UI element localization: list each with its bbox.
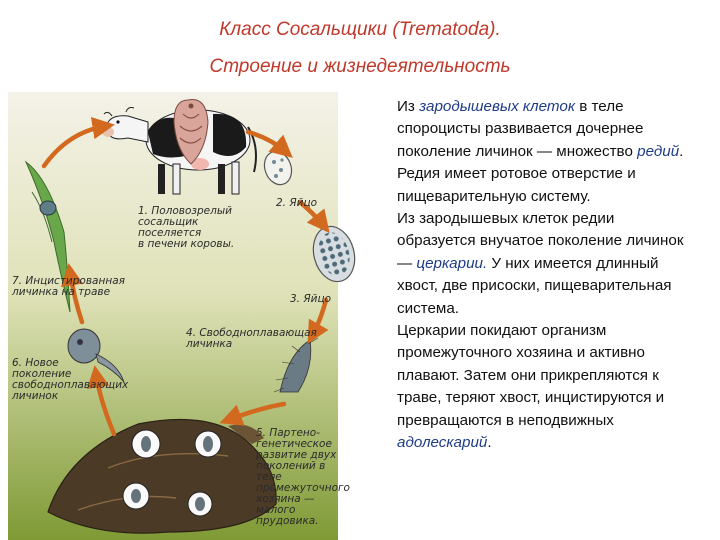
label-stage-1-line: поселяется [138, 227, 202, 239]
paragraph-1 [397, 96, 697, 208]
text-fragment: Из [397, 98, 420, 115]
text-fragment: в теле спороцисты развивается дочернее поколение личинок — множество [397, 98, 644, 160]
term-redia: редий [637, 142, 680, 160]
label-stage-4 [186, 328, 317, 350]
label-stage-5-line: развитие двух [256, 449, 337, 461]
label-stage-5-line: промежуточного [256, 482, 350, 494]
life-cycle-diagram [8, 92, 350, 540]
label-stage-5-line: 5. Партено- [256, 427, 321, 439]
label-stage-3 [290, 294, 331, 305]
label-stage-2-line: 2. Яйцо [276, 197, 318, 209]
label-stage-6-line: свободноплавающих [12, 379, 129, 391]
page-subtitle: Строение и жизнедеятельность [209, 56, 511, 77]
text-fragment: У них имеется длинный хвост, две присоски, пищеварительная система. [397, 254, 672, 317]
label-stage-5-line: малого [256, 504, 296, 516]
page-title: Класс Сосальщики (Trematoda). [219, 19, 501, 40]
text-fragment: Из зародышевых клеток редии образуется внучатое поколение личинок — [397, 210, 684, 272]
label-stage-1-line: 1. Половозрелый [138, 205, 232, 217]
label-stage-5-line: хозяина — [256, 493, 315, 505]
label-stage-2 [276, 198, 317, 209]
label-stage-3-line: 3. Яйцо [290, 293, 332, 305]
label-stage-1-line: в печени коровы. [138, 238, 235, 250]
text-fragment: . [487, 434, 492, 452]
label-stage-5-line: поколений в теле [256, 460, 326, 483]
label-stage-5-line: прудовика. [256, 515, 319, 527]
text-fragment: Церкарии покидают организм промежуточного хозяина и активно плавают. Затем они прикрепляются к траве, теряют хвост, инцистируются и превращаются в неподвижных [397, 322, 665, 429]
term-adolescaria: адолескарий [397, 434, 488, 452]
label-stage-1-line: сосальщик [138, 216, 199, 228]
label-stage-5 [256, 428, 350, 527]
paragraph-2 [397, 208, 697, 320]
label-stage-1 [138, 206, 234, 250]
label-stage-7-line: 7. Инцистированная [12, 275, 125, 287]
label-stage-6 [12, 358, 128, 402]
paragraph-3 [397, 320, 697, 454]
label-stage-7-line: личинка на траве [12, 286, 111, 298]
term-cercaria: церкарии. [416, 254, 488, 272]
label-stage-4-line: личинка [186, 338, 233, 350]
label-stage-7 [12, 276, 125, 298]
label-stage-5-line: генетическое [256, 438, 332, 450]
label-stage-6-line: поколение [12, 368, 72, 380]
label-stage-6-line: 6. Новое [12, 357, 59, 369]
text-fragment: . Редия имеет ротовое отверстие и пищеварительную систему. [397, 142, 684, 205]
body-text [397, 96, 697, 455]
label-stage-6-line: личинок [12, 390, 59, 402]
term-germ-cells: зародышевых клеток [419, 98, 575, 115]
label-stage-4-line: 4. Свободноплавающая [186, 327, 317, 339]
